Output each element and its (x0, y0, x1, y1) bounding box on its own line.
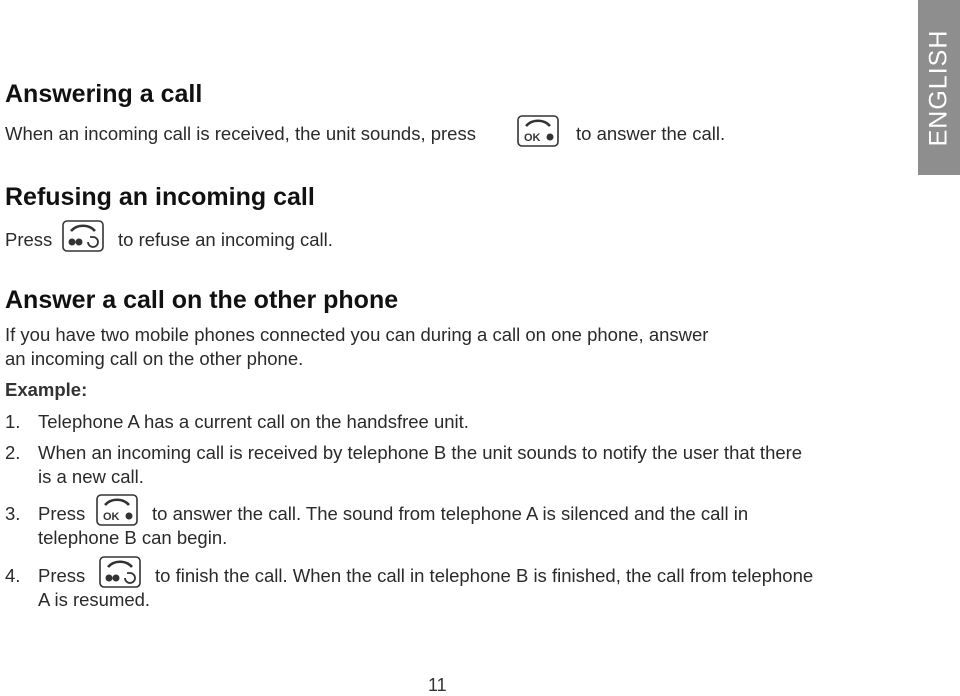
language-tab-label: ENGLISH (924, 29, 953, 146)
ok-icon-label: OK (103, 511, 120, 523)
ok-icon-label: OK (524, 132, 541, 144)
step-4-press: Press (38, 565, 86, 586)
end-call-key-icon (62, 220, 104, 252)
step-1-number: 1. (5, 411, 21, 432)
example-label: Example: (5, 379, 88, 400)
step-2-text-line1: When an incoming call is received by telephone B the unit sounds to notify the user that there (38, 442, 803, 463)
step-4-text-line1: to finish the call. When the call in telephone B is finished, the call from telephone (155, 565, 814, 586)
answering-title: Answering a call (5, 80, 203, 108)
step-4-number: 4. (5, 565, 21, 586)
step-4-text-line2: A is resumed. (38, 589, 151, 610)
step-3-text-line1: to answer the call. The sound from telephone A is silenced and the call in (152, 503, 749, 524)
step-3-text-line2: telephone B can begin. (38, 527, 228, 548)
step-3-press: Press (38, 503, 86, 524)
ok-answer-key-icon (96, 494, 138, 526)
step-3-number: 3. (5, 503, 21, 524)
ok-answer-key-icon (517, 115, 559, 147)
language-tab (918, 0, 960, 175)
refusing-text-before: Press (5, 229, 53, 250)
other-phone-para-line1: If you have two mobile phones connected you can during a call on one phone, answer (5, 324, 709, 345)
other-phone-title: Answer a call on the other phone (5, 286, 399, 314)
answering-text-after: to answer the call. (576, 123, 726, 144)
refusing-text-after: to refuse an incoming call. (118, 229, 333, 250)
end-call-key-icon (99, 556, 141, 588)
page-number: 11 (428, 675, 447, 695)
step-2-number: 2. (5, 442, 21, 463)
step-1-text: Telephone A has a current call on the handsfree unit. (38, 411, 469, 432)
refusing-title: Refusing an incoming call (5, 183, 315, 211)
answering-text-before: When an incoming call is received, the unit sounds, press (5, 123, 476, 144)
step-2-text-line2: is a new call. (38, 466, 144, 487)
other-phone-para-line2: an incoming call on the other phone. (5, 348, 304, 369)
